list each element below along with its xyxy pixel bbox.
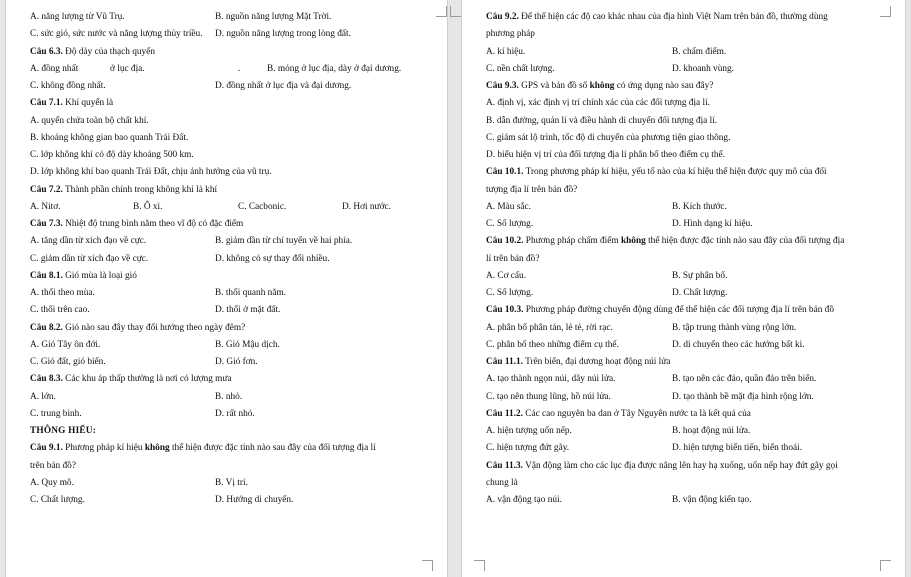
question-number: Câu 7.3. [30,219,63,229]
answer-option: D. Hướng di chuyển. [215,495,294,505]
answer-option: D. tạo thành bề mặt địa hình rộng lớn. [672,391,814,402]
answer-option: C. giảm dần từ xích đạo về cực. [30,253,149,264]
answer-line [486,95,895,112]
answer-line [486,320,895,337]
question-text-rest: có ứng dụng nào sau đây? [614,81,714,91]
question-text: Trong phương pháp kí hiệu, yếu tố nào của kí hiệu thể hiện được quy mô của đối [523,167,827,178]
question-number: Câu 9.1. [30,443,63,454]
answer-line [486,423,895,440]
emphasis-text: không [589,81,615,91]
question-text: Phương pháp kí hiệu [62,443,145,454]
answer-option: C. nền chất lượng. [486,63,555,74]
question-text: Trên biển, đại dương hoạt động núi lửa [522,357,671,367]
corner-mark-top-left [450,6,461,17]
question-text: Các khu áp thấp thường là nơi có lượng mưa [62,374,232,385]
answer-option: B. mỏng ở lục địa, dày ở đại dương. [267,63,402,74]
line-text: A. định vị, xác định vị trí chính xác của các đối tượng địa lí. [486,98,710,109]
line-text: D. biểu hiện vị trí của đối tượng địa lí phân bố theo điểm cụ thể. [486,150,725,160]
question-line [30,440,437,457]
question-text: Vận động làm cho các lục địa được nâng lên hay hạ xuống, uốn nếp hay đứt gãy gọi [522,460,838,471]
question-number: Câu 8.3. [30,374,63,385]
question-text-rest: thể hiện được đặc tính nào sau đây của đối tượng địa lí [169,443,376,454]
right-page-content [486,9,895,509]
answer-option: C. sức gió, sức nước và năng lượng thủy triều. [30,29,203,40]
answer-option: C. không đồng nhất. [30,81,106,91]
question-text: Phương pháp đường chuyển động dùng để thể hiện các đối tượng địa lí trên bản đồ [523,305,834,316]
answer-line [30,26,437,43]
answer-line [486,147,895,164]
answer-line [30,130,437,147]
answer-line [486,492,895,509]
line-text: A. quyển chứa toàn bộ chất khí. [30,115,149,126]
question-text: Gió mùa là loại gió [62,270,137,281]
answer-option: C. tạo nên thung lũng, hồ núi lửa. [486,391,611,402]
answer-option: A. tăng dần từ xích đạo về cực. [30,236,147,247]
answer-line [30,302,437,319]
question-text: Nhiệt độ trung bình năm theo vĩ độ có đặc điểm [62,219,244,229]
answer-option: A. Quy mô. [30,477,74,488]
question-text: Độ dày của thạch quyển [62,46,155,57]
answer-line [486,182,895,199]
answer-line [30,164,437,181]
line-text: D. lớp không khí bao quanh Trái Đất, chịu ảnh hưởng của vũ trụ. [30,167,272,178]
answer-option: A. hiện tượng uốn nếp. [486,426,572,436]
answer-line [30,285,437,302]
question-number: Câu 6.3. [30,46,63,57]
answer-option: A. kí hiệu. [486,46,526,57]
question-line [486,354,895,371]
question-number: Câu 11.2. [486,408,523,419]
corner-mark-bottom-left [474,560,485,571]
line-text: B. dẫn đường, quản lí và điều hành di chuyển đối tượng địa lí. [486,115,718,126]
line-text: tượng địa lí trên bản đồ? [486,184,578,195]
line-text: C. lớp không khí có độ dày khoảng 500 km. [30,150,194,160]
line-text: phương pháp [486,29,535,40]
answer-line [486,26,895,43]
answer-line [486,130,895,147]
answer-option: B. hoạt động núi lửa. [672,426,751,436]
left-page [6,0,447,577]
answer-option: A. đồng nhất [30,63,79,74]
question-line [30,268,437,285]
question-line [30,216,437,233]
answer-option: D. không có sự thay đổi nhiều. [215,253,330,264]
answer-option: D. thổi ở mặt đất. [215,305,281,316]
question-text-rest: thể hiện được đặc tính nào sau đây của đối tượng địa [645,236,845,247]
answer-option: D. đồng nhất ở lục địa và đại dương. [215,81,352,91]
answer-option: B. Sự phân bố. [672,270,728,281]
line-text: C. giám sát lộ trình, tốc độ di chuyển của phương tiện giao thông. [486,132,731,143]
question-line [30,95,437,112]
question-text: Gió nào sau đây thay đổi hướng theo ngày đêm? [62,322,246,333]
question-number: Câu 10.3. [486,305,524,316]
answer-option: C. thổi trên cao. [30,305,90,316]
answer-option: B. tạo nên các đảo, quần đảo trên biển. [672,374,817,385]
question-line [486,406,895,423]
answer-option: B. nguồn năng lượng Mặt Trời. [215,12,332,22]
answer-option: D. Hình dạng kí hiệu. [672,219,753,229]
answer-line [30,251,437,268]
answer-line [486,251,895,268]
answer-line [486,440,895,457]
answer-option: B. thổi quanh năm. [215,288,287,298]
question-number: Câu 11.1. [486,357,523,367]
question-number: Câu 8.1. [30,270,63,281]
answer-line [486,199,895,216]
answer-option: D. nguồn năng lượng trong lòng đất. [215,29,351,40]
question-text: Khí quyển là [62,98,114,109]
question-line [486,458,895,475]
answer-line [30,406,437,423]
answer-line [486,113,895,130]
question-line [486,164,895,181]
question-number: Câu 7.1. [30,98,63,109]
answer-line [30,458,437,475]
answer-option: A. tạo thành ngọn núi, dãy núi lửa. [486,374,616,385]
question-text: Các cao nguyên ba dan ở Tây Nguyên nước ta là kết quả của [522,408,751,419]
left-page-content [30,9,437,509]
answer-option: D. Hơi nước. [342,201,391,212]
answer-option: A. Cơ cấu. [486,270,527,281]
line-text: trên bản đồ? [30,460,76,471]
answer-option: B. vận động kiến tạo. [672,495,752,505]
emphasis-text: không [144,443,170,454]
question-line [30,44,437,61]
answer-line [30,389,437,406]
answer-line [30,78,437,95]
answer-option: A. vận động tạo núi. [486,495,562,505]
answer-option: C. Chất lượng. [30,495,85,505]
line-text: lí trên bản đồ? [486,253,540,264]
answer-line [30,113,437,130]
question-number: Câu 9.3. [486,81,519,91]
answer-line [486,371,895,388]
answer-option: B. tập trung thành vùng rộng lớn. [672,322,797,333]
answer-option: C. Số lượng. [486,219,534,229]
answer-line [486,268,895,285]
section-heading-text: THÔNG HIỂU: [30,426,96,436]
answer-option: B. giảm dần từ chí tuyến về hai phía. [215,236,353,247]
question-line [30,182,437,199]
answer-option: C. Cacbonic. [238,201,287,212]
section-heading [30,423,437,440]
question-line [486,302,895,319]
answer-option: D. Gió fơn. [215,357,258,367]
answer-option: B. nhỏ. [215,391,243,402]
answer-option: C. Gió đất, gió biển. [30,357,106,367]
question-number: Câu 9.2. [486,12,519,22]
answer-line [30,354,437,371]
answer-option: B. Vị trí. [215,477,248,488]
answer-option: B. Kích thước. [672,201,727,212]
answer-option: D. rất nhỏ. [215,408,255,419]
answer-option: A. thổi theo mùa. [30,288,95,298]
question-text: GPS và bản đồ số [518,81,590,91]
answer-line [486,337,895,354]
answer-line [30,199,437,216]
answer-option: D. di chuyển theo các hướng bất kì. [672,339,805,350]
question-line [30,371,437,388]
answer-option: A. phân bố phân tán, lẻ tẻ, rời rạc. [486,322,613,333]
question-text: Phương pháp chấm điểm [523,236,621,247]
answer-option: A. Gió Tây ôn đới. [30,339,101,350]
answer-option: C. Số lượng. [486,288,534,298]
answer-line [30,147,437,164]
answer-option: D. khoanh vùng. [672,63,734,74]
question-line [486,233,895,250]
answer-line [486,285,895,302]
answer-option: ở lục địa. [110,63,145,74]
answer-line [30,233,437,250]
corner-mark-top-right [436,6,447,17]
answer-line [486,475,895,492]
answer-line [30,9,437,26]
right-page [462,0,905,577]
answer-option: A. Màu sắc. [486,201,531,212]
answer-option: D. hiện tượng biển tiến, biển thoái. [672,443,803,454]
answer-line [486,44,895,61]
answer-option: D. Chất lượng. [672,288,728,298]
answer-line [30,492,437,509]
answer-option: B. chấm điểm. [672,46,727,57]
answer-line [30,475,437,492]
question-number: Câu 8.2. [30,322,63,333]
question-number: Câu 7.2. [30,184,63,195]
answer-option: B. Gió Mậu dịch. [215,339,280,350]
corner-mark-bottom-right [880,560,891,571]
answer-option: C. phân bố theo những điểm cụ thể. [486,339,619,350]
question-text: Để thể hiện các độ cao khác nhau của địa hình Việt Nam trên bản đồ, thường dùng [518,12,828,22]
corner-mark-bottom-right [422,560,433,571]
emphasis-text: không [620,236,646,247]
answer-line [30,61,437,78]
question-line [30,320,437,337]
answer-option: A. Nitơ. [30,201,61,212]
question-line [486,9,895,26]
line-text: chung là [486,477,518,488]
question-number: Câu 11.3. [486,460,523,471]
answer-option: A. lớn. [30,391,56,402]
question-line [486,78,895,95]
answer-line [486,61,895,78]
answer-option: C. hiện tượng đứt gãy. [486,443,570,454]
answer-option: C. trung bình. [30,408,82,419]
answer-option: . [238,63,241,74]
question-number: Câu 10.2. [486,236,524,247]
answer-option: B. Ô xi. [133,201,163,212]
answer-line [486,216,895,233]
question-text: Thành phần chính trong không khí là khí [62,184,218,195]
line-text: B. khoảng không gian bao quanh Trái Đất. [30,132,189,143]
question-number: Câu 10.1. [486,167,524,178]
answer-line [30,337,437,354]
answer-option: A. năng lượng từ Vũ Trụ. [30,12,125,22]
answer-line [486,389,895,406]
